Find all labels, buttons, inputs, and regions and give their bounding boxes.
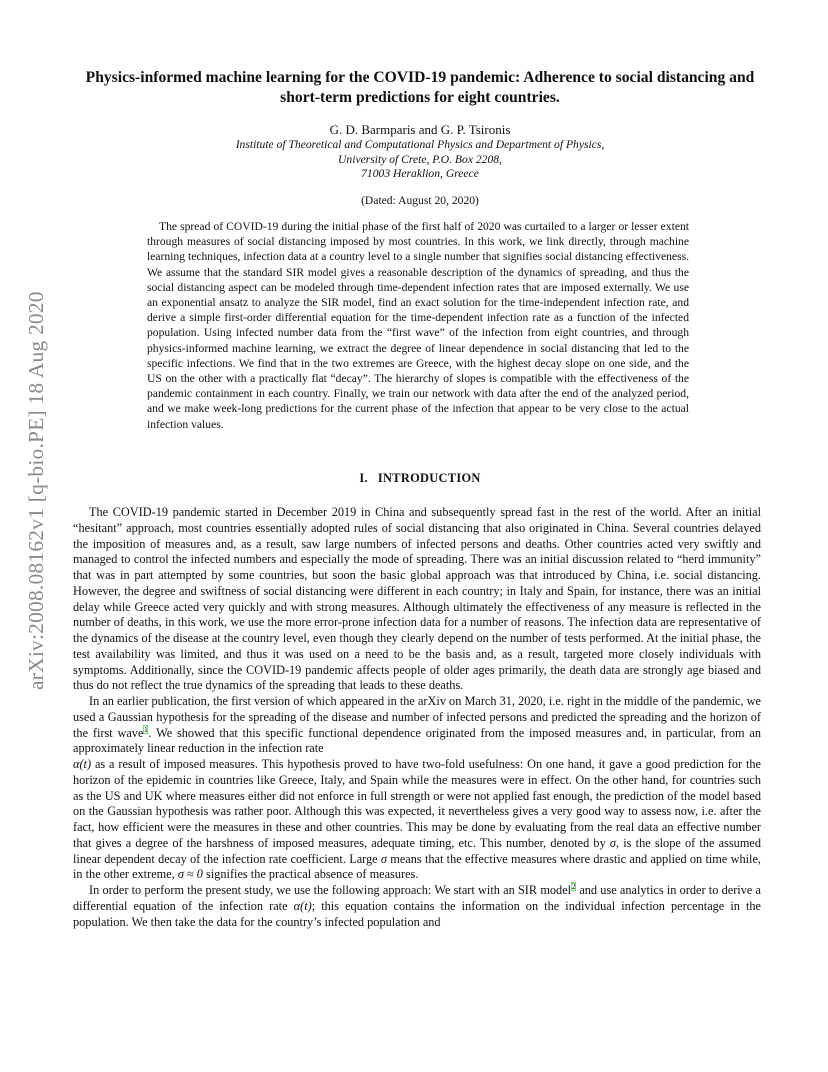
math-alpha-t: α(t)	[293, 898, 312, 913]
math-sigma-approx-zero: σ ≈ 0	[177, 867, 203, 882]
abstract: The spread of COVID-19 during the initial phase of the first half of 2020 was curtailed to a larger or lesser extent through measures of social distancing imposed by most countries. In this work, we link directly, through machine learning techniques, infection data at a country level to a single number that signifies social distancing effectiveness. We assume that the standard SIR model gives a reasonable description of the dynamics of spreading, and thus the social distancing aspect can be modeled through time-dependent infection rates that are imposed externally. We use an exponential ansatz to analyze the SIR model, find an exact solution for the time-independent infection rate, and derive a simple first-order differential equation for the time-dependent infection rate as a function of the infected population. Using infected number data from the “first wave” of the infection from eight countries, and through physics-informed machine learning, we extract the degree of linear dependence in social distancing that led to the specific infections. We find that in the two extremes are Greece, with the highest decay slope on one side, and the US on the other with a practically flat “decay”. The hierarchy of slopes is compatible with the effectiveness of the pandemic containment in each country. Finally, we train our network with data after the end of the analyzed period, and we make week-long predictions for the current phase of the infection that appear to be very close to the actual infection values.	[147, 220, 689, 431]
text-run: In order to perform the present study, we use the following approach: We start with an SIR model	[89, 883, 572, 897]
affiliation-line: 71003 Heraklion, Greece	[361, 167, 479, 180]
text-run: signifies the practical absence of measures.	[206, 867, 419, 882]
text-run: and use analytics in order to derive a differential equation of the infection rate	[73, 883, 761, 913]
citation-link[interactable]: 2	[571, 882, 576, 891]
paragraph: The COVID-19 pandemic started in December 2019 in China and subsequently spread fast in the rest of the world. After an initial “hesitant” approach, most countries essentially adopted rules of social distancing that also originated in China. Several countries delayed the imposition of measures and, as a result, saw large numbers of infected persons and deaths. Other countries acted very swiftly and managed to control the infected numbers and especially the mode of spreading. There was an initial discussion related to “herd immunity” that was in part attempted by some countries, but soon the basic global approach was that introduced by China, i.e. social distancing. However, the degree and swiftness of social distancing were different in each country; in Italy and Spain, for instance, there was an initial delay while Greece acted very quickly and with strong measures. Although ultimately the effectiveness of any measure is reflected in the number of deaths, in this work, we use the more error-prone infection data for a number of reasons. The infection data are representative of the dynamics of the disease at the country level, even though they clearly depend on the number of tests performed. At the initial phase, the test availability was limited, and thus it was used on a need to be the basis and, as a result, targeted more closely individuals with symptoms. Additionally, since the COVID-19 pandemic affects people of older ages primarily, the death data are strongly age biased and thus do not reflect the true dynamics of the spreading that leads to these deaths.	[73, 505, 761, 693]
text-run: ; this equation contains the information on the individual infection percentage in the population. We then take the data for the country’s infected population and	[73, 898, 762, 929]
affiliation-line: Institute of Theoretical and Computational Physics and Department of Physics,	[235, 138, 605, 151]
body-text	[73, 505, 761, 930]
section-heading	[70, 471, 770, 486]
section-number: I.	[359, 471, 368, 485]
text-run: . We showed that this specific functional dependence originated from the imposed measures and, in particular, from an approximately linear reduction in the infection rate	[73, 725, 761, 756]
arxiv-identifier-stamp[interactable]: arXiv:2008.08162v1 [q-bio.PE] 18 Aug 2020	[24, 291, 48, 690]
affiliation-line: University of Crete, P.O. Box 2208,	[338, 152, 502, 166]
math-sigma: σ	[380, 851, 387, 866]
paragraph	[73, 883, 761, 930]
text-run: , is the slope of the assumed linear dependent decay of the infection rate coefficient. Large	[73, 835, 761, 866]
math-alpha-t: α(t)	[73, 757, 92, 771]
paragraph	[73, 694, 761, 883]
affiliation	[70, 138, 770, 182]
date-line: (Dated: August 20, 2020)	[361, 194, 479, 207]
text-run: means that the effective measures where drastic and applied on time while, in the other extreme,	[73, 851, 761, 882]
citation-link[interactable]: 1	[143, 724, 148, 734]
text-run: In an earlier publication, the first version of which appeared in the arXiv on March 31, 2020, i.e. right in the middle of the pandemic, we used a Gaussian hypothesis for the spreading of the disease and number of infected persons and predicted the spreading and the horizon of the first wave	[73, 694, 761, 740]
author-list: G. D. Barmparis and G. P. Tsironis	[329, 122, 511, 137]
section-title: INTRODUCTION	[377, 471, 481, 485]
text-run: as a result of imposed measures. This hypothesis proved to have two-fold usefulness: On one hand, it gave a good prediction for the horizon of the epidemic in countries like Greece, Italy, and Spain while the measures were in effect. On the other hand, for countries such as the US and UK where measures either did not enforce in full strength or were not applied fast enough, the prediction of the model based on the Gaussian hypothesis was rather poor. Although this was expected, it nevertheless gives a very good way to assess now, i.e. after the fact, how efficient were the measures in these and other countries. This may be done by evaluating from the real data an effective number that gives a degree of the harshness of imposed measures, adequate timing, etc. This number, denoted by	[73, 757, 761, 850]
paper-title: Physics-informed machine learning for the COVID-19 pandemic: Adherence to social distancing and short-term predictions for eight countries.	[85, 69, 755, 106]
math-sigma: σ	[609, 835, 616, 850]
